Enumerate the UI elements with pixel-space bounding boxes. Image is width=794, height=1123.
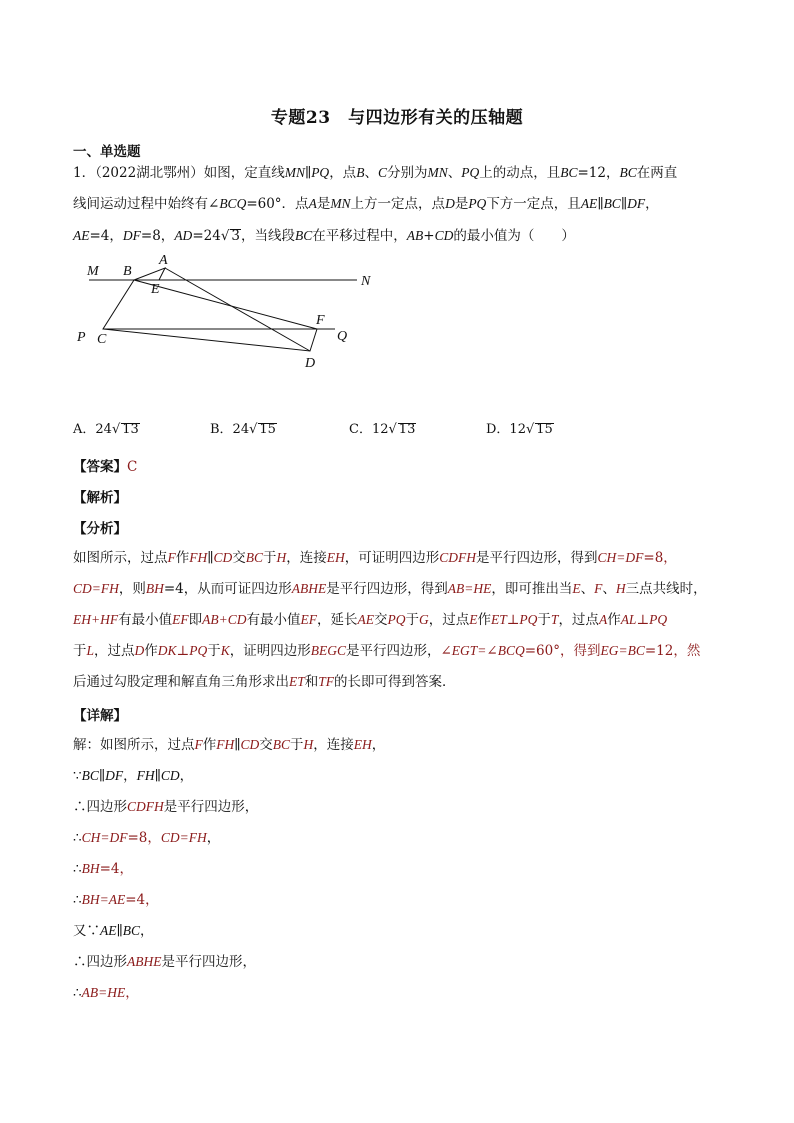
segment-bae: [134, 268, 165, 280]
label-c: C: [97, 332, 107, 347]
label-p: P: [77, 330, 86, 345]
detail-line-1: 解：如图所示，过点F作FH∥CD交BC于H，连接EH，: [73, 737, 386, 753]
question-line-2: 线间运动过程中始终有∠BCQ=60°．点A是MN上方一定点，点D是PQ下方一定点，且AE∥BC∥DF，: [73, 196, 659, 212]
detail-line-2: ∵BC∥DF，FH∥CD，: [73, 768, 194, 784]
option-d: D．12√ 15: [486, 422, 553, 437]
detail-line-4: ∴CH=DF=8，CD=FH，: [73, 830, 221, 846]
section-heading: 一、单选题: [73, 144, 141, 160]
label-m: M: [87, 264, 99, 279]
quadrilateral-bcdf: [103, 280, 317, 351]
label-d: D: [305, 356, 316, 371]
detail-line-9: ∴AB=HE，: [73, 985, 139, 1001]
label-a: A: [159, 253, 168, 268]
answer-row: 【答案】C: [73, 459, 138, 475]
label-b: B: [123, 264, 132, 279]
detail-line-8: ∴四边形ABHE是平行四边形，: [73, 954, 256, 970]
jiexi-heading: 【解析】: [73, 490, 127, 506]
detail-line-3: ∴四边形CDFH是平行四边形，: [73, 799, 259, 815]
sqrt-sign: √: [220, 228, 230, 244]
detail-line-7: 又∵AE∥BC，: [73, 923, 154, 939]
geometry-figure: [73, 250, 393, 380]
option-c: C．12√ 13: [349, 422, 416, 437]
analysis-line-2: CD=FH，则BH=4，从而可证四边形ABHE是平行四边形，得到AB=HE，即可推出当E、F、H三点共线时，: [73, 581, 707, 597]
question-line-1: 1．（2022湖北鄂州）如图，定直线MN∥PQ，点B、C分别为MN、PQ上的动点，且BC=12，BC在两直: [73, 165, 678, 181]
detail-line-5: ∴BH=4，: [73, 861, 133, 877]
option-b: B．24√ 15: [210, 422, 276, 437]
label-n: N: [361, 274, 371, 289]
analysis-line-3: EH+HF有最小值EF即AB+CD有最小值EF，延长AE交PQ于G，过点E作ET⊥PQ于T，过点A作AL⊥PQ: [73, 612, 668, 628]
analysis-line-5: 后通过勾股定理和解直角三角形求出ET和TF的长即可得到答案．: [73, 674, 456, 690]
label-q: Q: [337, 329, 348, 344]
label-f: F: [316, 313, 325, 328]
xiangjie-heading: 【详解】: [73, 708, 127, 724]
option-a: A．24√ 13: [73, 422, 139, 437]
fenxi-heading: 【分析】: [73, 521, 127, 537]
analysis-line-1: 如图所示，过点F作FH∥CD交BC于H，连接EH，可证明四边形CDFH是平行四边形，得到CH=DF=8，: [73, 550, 677, 566]
detail-line-6: ∴BH=AE=4，: [73, 892, 159, 908]
analysis-line-4: 于L，过点D作DK⊥PQ于K，证明四边形BEGC是平行四边形，∠EGT=∠BCQ=60°，得到EG=BC=12，然: [73, 643, 701, 659]
question-line-3: AE=4，DF=8，AD=24√ 3，当线段BC在平移过程中，AB+CD的最小值为（ ）: [73, 228, 575, 244]
label-e: E: [151, 282, 160, 297]
page-title: 专题23 与四边形有关的压轴题: [270, 108, 524, 128]
